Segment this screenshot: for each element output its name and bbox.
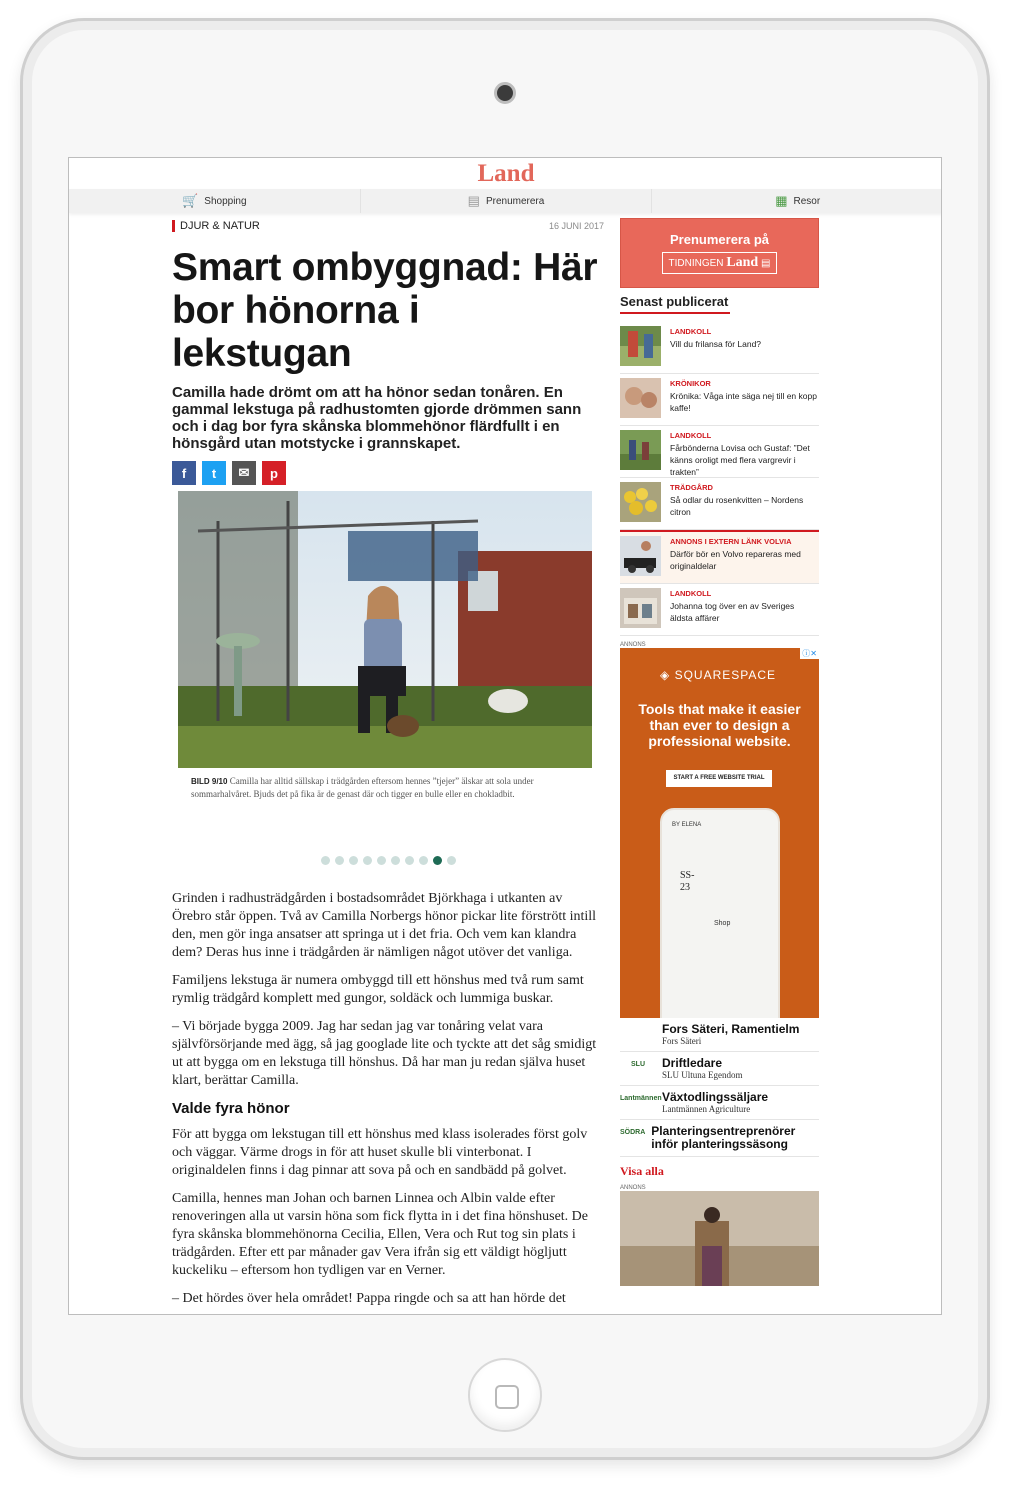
latest-heading: Senast publicerat — [620, 294, 730, 314]
ad-phone-brand: BY ELENA — [672, 822, 702, 828]
slide-dot[interactable] — [335, 856, 344, 865]
latest-text: Därför bör en Volvo repareras med originaldelar — [670, 549, 801, 571]
twitter-icon[interactable]: t — [202, 461, 226, 485]
cart-icon: 🛒 — [182, 193, 199, 208]
latest-text: Fårbönderna Lovisa och Gustaf: ”Det känns oroligt med flera vargrevir i trakten” — [670, 443, 810, 477]
nav-shopping[interactable] — [69, 189, 361, 213]
body-paragraph: Grinden i radhusträdgården i bostadsområdet Björkhaga i utkanten av Örebro står öppen. Två av Camilla Norbergs hönor pickar lite förstrött intill den, men gör inga ansatser att springa ut i det fria. Och vem kan klandra dem? Deras hus inne i trädgården är nämligen något utöver det vanliga. — [172, 891, 597, 960]
latest-item[interactable] — [620, 374, 819, 426]
nav-travel-label: Resor — [793, 195, 821, 207]
latest-item[interactable] — [620, 478, 819, 530]
ad-brand: ◈ SQUARESPACE — [660, 668, 777, 682]
subscribe-badge-brand: Land — [726, 255, 759, 270]
job-list — [620, 1018, 819, 1157]
email-icon[interactable]: ✉ — [232, 461, 256, 485]
latest-thumb — [620, 588, 661, 628]
ad-label-2: ANNONS — [620, 1185, 646, 1191]
slide-dot[interactable] — [433, 856, 442, 865]
latest-item[interactable] — [620, 322, 819, 374]
slide-dot[interactable] — [419, 856, 428, 865]
caption-label: BILD 9/10 — [191, 777, 228, 786]
slide-dot[interactable] — [321, 856, 330, 865]
top-nav — [69, 189, 942, 213]
job-item[interactable] — [620, 1086, 819, 1120]
latest-thumb — [620, 378, 661, 418]
ad-phone-ss: SS- 23 — [680, 870, 695, 893]
latest-tag: ANNONS I EXTERN LÄNK VOLVIA — [670, 537, 792, 546]
home-button[interactable] — [468, 1358, 542, 1432]
latest-text: Vill du frilansa för Land? — [670, 339, 762, 349]
latest-list — [620, 322, 819, 636]
slide-dot[interactable] — [377, 856, 386, 865]
latest-item-sponsored[interactable] — [620, 530, 819, 584]
site-logo[interactable]: Land — [477, 160, 535, 187]
body-subheading: Valde fyra hönor — [172, 1100, 290, 1117]
slide-dot[interactable] — [349, 856, 358, 865]
latest-item[interactable] — [620, 426, 819, 478]
slide-dot[interactable] — [447, 856, 456, 865]
latest-text: Johanna tog över en av Sveriges äldsta affärer — [670, 601, 795, 623]
body-paragraph: För att bygga om lekstugan till ett hönshus med klass isolerades först golv och väggar. Värme drogs in för att huset skulle bli vinterbonat. I originaldelen finns i dag pinnar att sova på och en sandbädd på golvet. — [172, 1127, 588, 1178]
article-category[interactable]: DJUR & NATUR — [172, 220, 260, 232]
slide-dots — [172, 856, 604, 865]
job-org: SLU Ultuna Egendom — [662, 1070, 743, 1080]
job-item[interactable] — [620, 1052, 819, 1086]
job-logo — [620, 1023, 656, 1046]
nav-shopping-label: Shopping — [204, 195, 247, 207]
body-paragraph: Familjens lekstuga är numera ombyggd till ett hönshus med två rum samt rymlig trädgård komplett med gungor, soldäck och lummiga buskar. — [172, 973, 584, 1006]
slide-dot[interactable] — [363, 856, 372, 865]
latest-text: Krönika: Våga inte säga nej till en kopp kaffe! — [670, 391, 817, 413]
slide-dot[interactable] — [391, 856, 400, 865]
show-all-link[interactable]: Visa alla — [620, 1164, 664, 1178]
latest-item[interactable] — [620, 584, 819, 636]
pinterest-icon[interactable]: p — [262, 461, 286, 485]
job-item[interactable] — [620, 1120, 819, 1157]
job-title: Fors Säteri, Ramentielm — [662, 1022, 800, 1036]
job-org: Lantmännen Agriculture — [662, 1104, 751, 1114]
latest-tag: LANDKOLL — [670, 431, 712, 440]
squarespace-ad[interactable] — [620, 648, 819, 1018]
latest-thumb — [620, 326, 661, 366]
article-photo[interactable] — [178, 491, 592, 768]
job-title: Planteringsentreprenörer inför planteringssäsong — [651, 1124, 796, 1151]
article — [172, 218, 604, 1315]
latest-tag: KRÖNIKOR — [670, 379, 711, 388]
subscribe-banner[interactable] — [620, 218, 819, 288]
job-org: Fors Säteri — [662, 1036, 702, 1046]
job-logo: Lantmännen — [620, 1095, 662, 1102]
subscribe-badge — [662, 252, 778, 274]
photo-caption — [191, 775, 581, 801]
body-paragraph: Camilla, hennes man Johan och barnen Linnea och Albin valde efter renoveringen alla ut varsin höna som fick flytta in i det fina hönshuset. De fyra skånska blommehönorna Cecilia, Ellen, Vera och Rut tog sin plats i trädgården. Efter ett par månader gav Vera ifrån sig ett väldigt högljutt kuckeliku – eftersom hon tydligen var en Verner. — [172, 1191, 589, 1278]
slide-dot[interactable] — [405, 856, 414, 865]
job-item[interactable] — [620, 1018, 819, 1052]
camera-icon — [494, 82, 516, 104]
body-paragraph: – Vi började bygga 2009. Jag har sedan jag var tonåring velat vara självförsörjande med ägg, så jag googlade lite och tyckte att det såg smidigt ut att bygga om en lekstuga till hönshus. Då har man ju redan själva huset klart, berättar Camilla. — [172, 1019, 597, 1088]
nav-travel[interactable] — [652, 189, 942, 213]
browser-screen — [68, 157, 942, 1315]
subscribe-badge-prefix: TIDNINGEN — [668, 258, 724, 269]
job-title: Växtodlingssäljare — [662, 1090, 769, 1104]
job-logo: SLU — [631, 1061, 645, 1068]
latest-thumb — [620, 430, 661, 470]
latest-thumb — [620, 482, 661, 522]
latest-text: Så odlar du rosenkvitten – Nordens citron — [670, 495, 804, 517]
latest-thumb — [620, 536, 661, 576]
article-title: Smart ombyggnad: Här bor hönorna i lekstugan — [172, 246, 598, 375]
ad-label: ANNONS — [620, 642, 646, 648]
ad-phone-mockup — [660, 808, 780, 1018]
latest-tag: LANDKOLL — [670, 589, 712, 598]
subscribe-title: Prenumerera på — [670, 232, 769, 247]
article-lead: Camilla hade drömt om att ha hönor sedan tonåren. En gammal lekstuga på radhustomten gjorde drömmen sann och i dag bor fyra skånska blommehönor flärdfullt i en hönsgård utan motstycke i grannskapet. — [172, 384, 582, 452]
share-bar — [172, 461, 604, 485]
ad-headline: Tools that make it easier than ever to design a professional website. — [638, 701, 801, 749]
job-title: Driftledare — [662, 1056, 723, 1070]
article-date: 16 JUNI 2017 — [548, 221, 604, 231]
caption-text: Camilla har alltid sällskap i trädgården eftersom hennes ”tjejer” älskar att sola under sommarhalvåret. Bjuds det på fika är de genast där och tigger en bulle eller en chokladbit. — [191, 776, 534, 799]
nav-subscribe[interactable] — [361, 189, 653, 213]
newspaper-icon: ▤ — [761, 258, 771, 269]
body-paragraph: – Det hördes över hela området! Pappa ringde och sa att han hörde det — [172, 1291, 566, 1306]
ad-phone-shop: Shop — [714, 920, 731, 927]
ad-cta-button[interactable]: START A FREE WEBSITE TRIAL — [666, 770, 772, 787]
fashion-ad[interactable] — [620, 1191, 819, 1286]
latest-tag: LANDKOLL — [670, 327, 712, 336]
facebook-icon[interactable]: f — [172, 461, 196, 485]
ad-choices-icon[interactable]: ⓘ✕ — [802, 649, 817, 658]
latest-tag: TRÄDGÅRD — [670, 483, 713, 492]
suitcase-icon: ▦ — [775, 193, 788, 208]
nav-subscribe-label: Prenumerera — [485, 195, 545, 207]
job-logo: SÖDRA — [620, 1129, 646, 1136]
sidebar — [620, 218, 819, 1286]
magazine-icon: ▤ — [467, 193, 480, 208]
article-body — [172, 890, 604, 1308]
